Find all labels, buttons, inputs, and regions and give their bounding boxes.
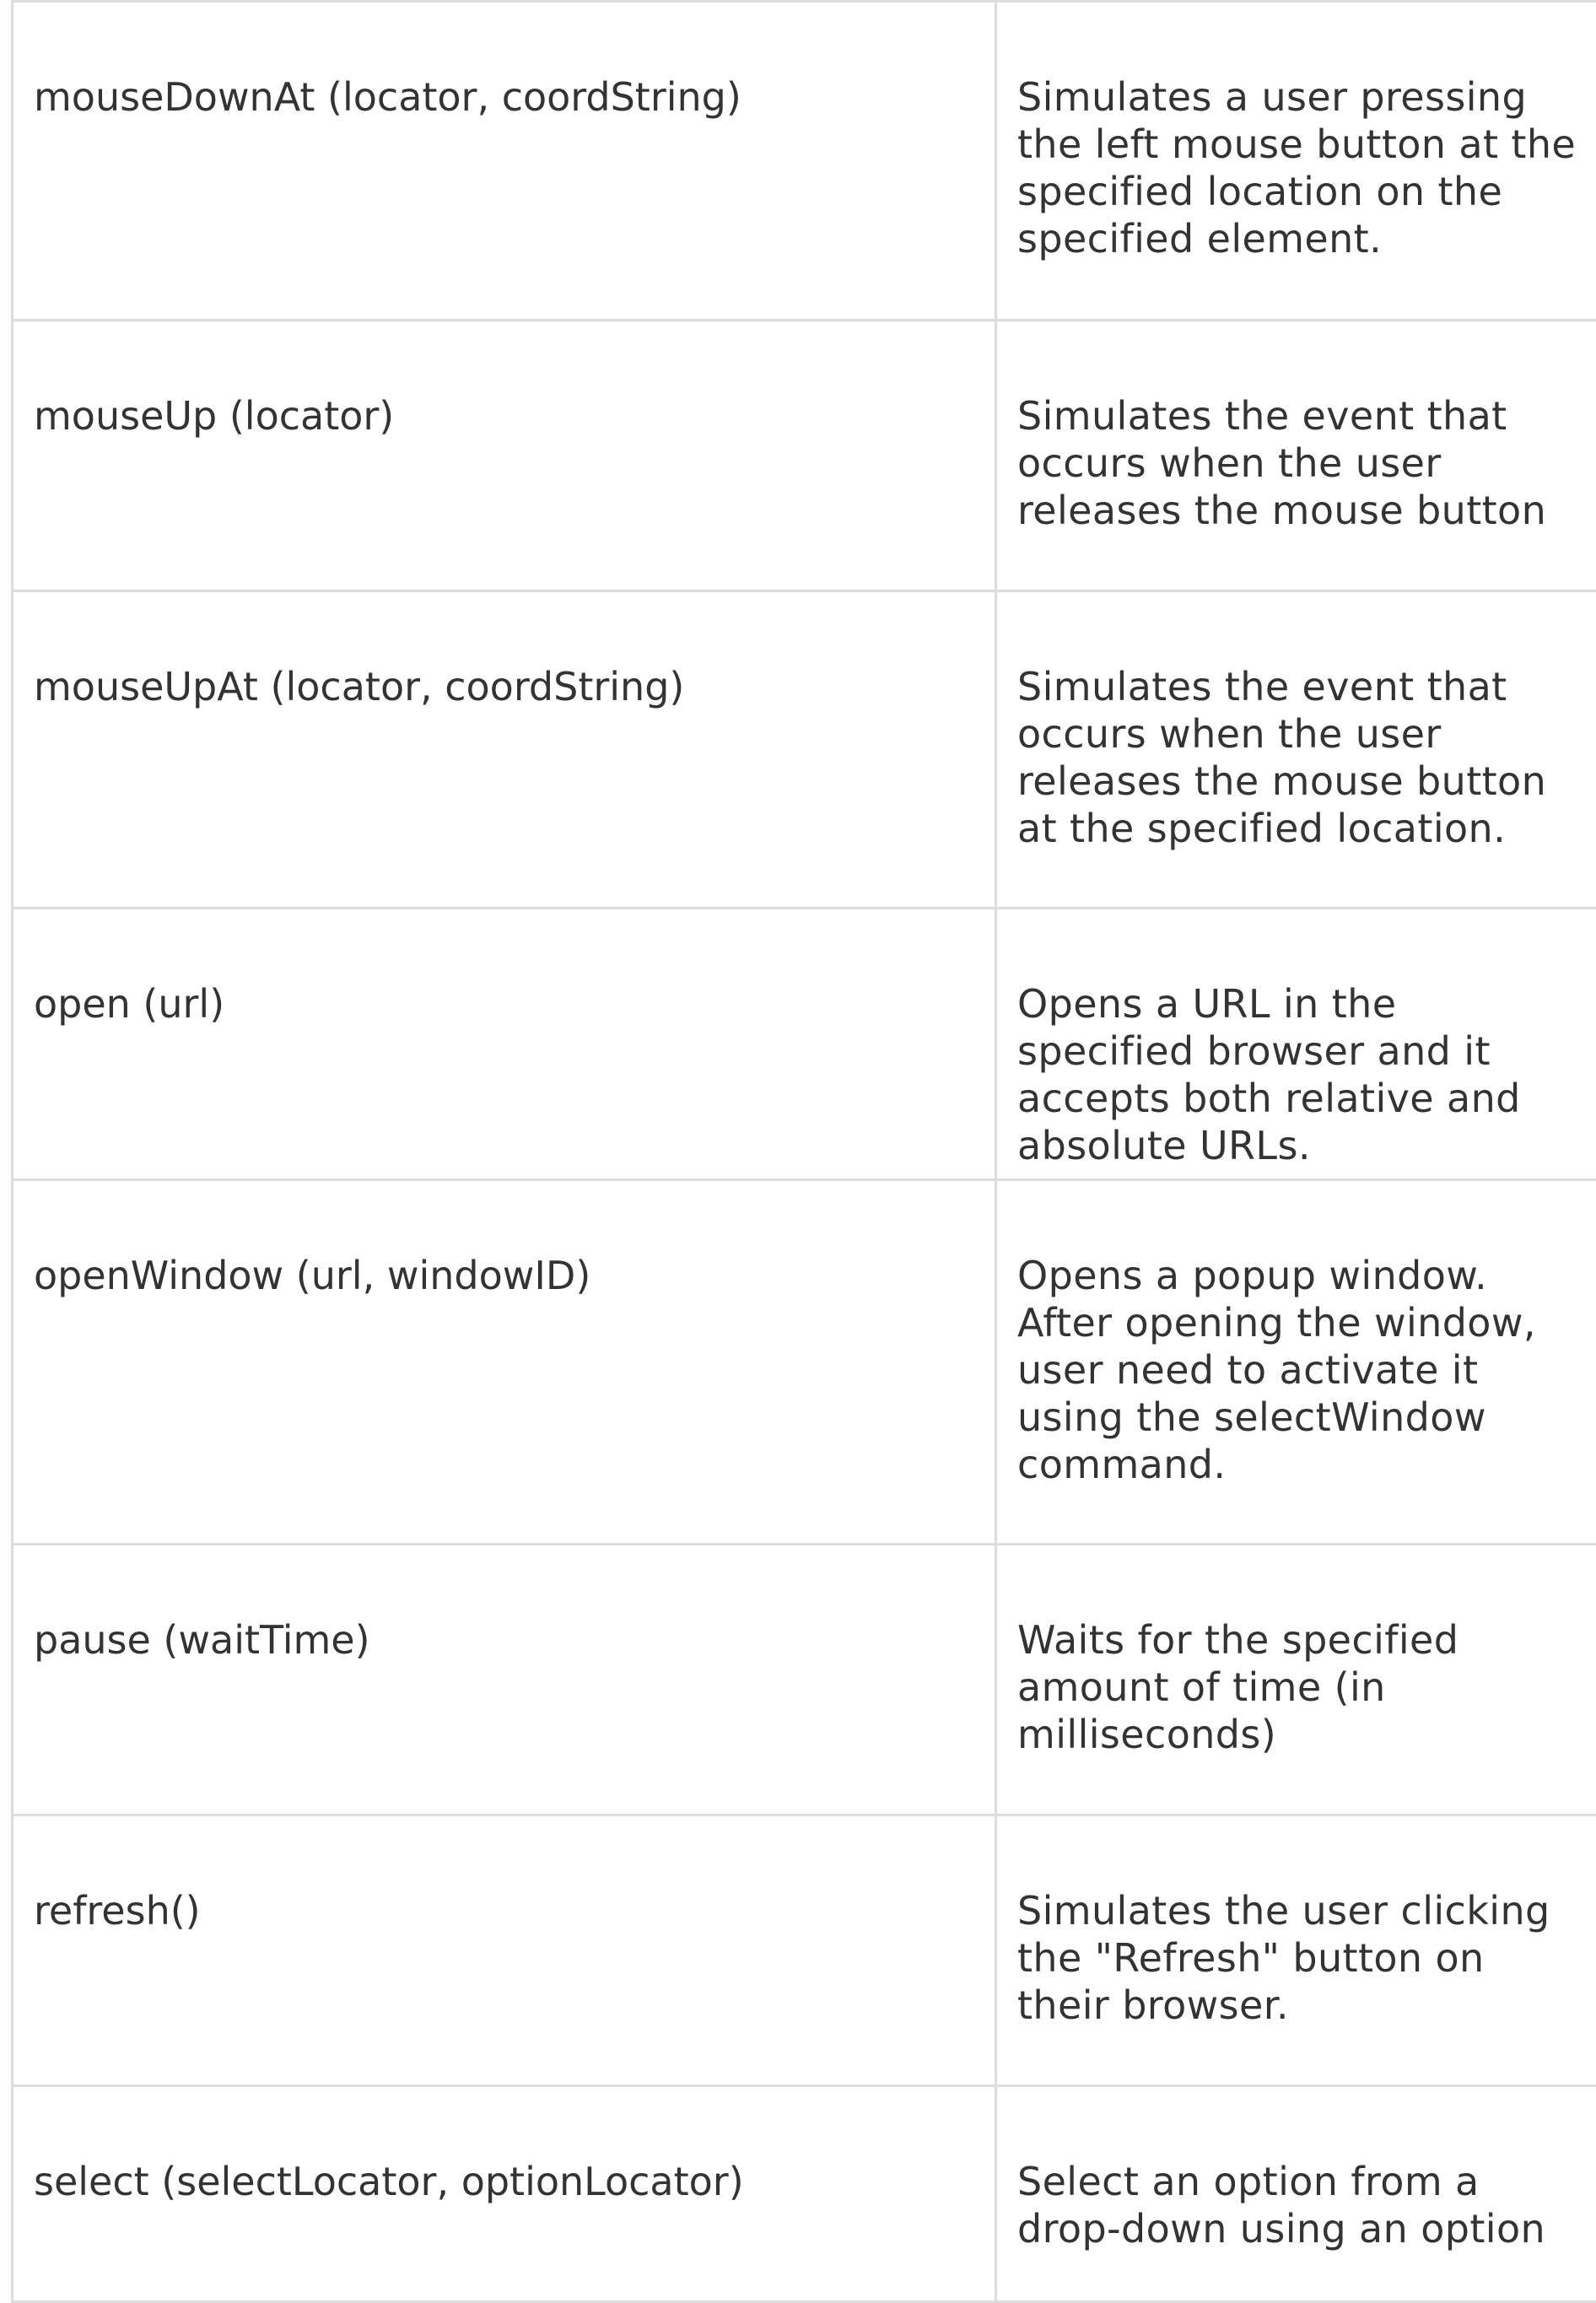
command-name: mouseUp (locator) [34,392,974,440]
command-cell [13,591,996,909]
table-row [13,591,1596,909]
command-name: refresh() [34,1887,974,1934]
command-name: open (url) [34,980,974,1027]
description-cell [996,1545,1596,1815]
command-description: Waits for the specified amount of time (in milliseconds) [1017,1616,1577,1758]
table-row [13,2,1596,321]
command-cell [13,321,996,591]
command-name: select (selectLocator, optionLocator) [34,2158,974,2205]
command-cell [13,909,996,1180]
table-row [13,909,1596,1180]
command-description: Simulates the user clicking the "Refresh" button on their browser. [1017,1887,1577,2029]
command-reference-table [11,0,1596,2303]
command-description: Simulates the event that occurs when the user releases the mouse button at the specified location. [1017,663,1577,852]
command-name: openWindow (url, windowID) [34,1252,974,1299]
command-name: mouseUpAt (locator, coordString) [34,663,974,710]
command-cell [13,1545,996,1815]
description-cell [996,1815,1596,2086]
command-description: Simulates a user pressing the left mouse button at the specified location on the specified element. [1017,73,1577,262]
description-cell [996,909,1596,1180]
command-description: Opens a URL in the specified browser and it accepts both relative and absolute URLs. [1017,980,1577,1169]
command-cell [13,1180,996,1545]
description-cell [996,2086,1596,2302]
command-description: Select an option from a drop-down using an option [1017,2158,1577,2252]
command-name: mouseDownAt (locator, coordString) [34,73,974,121]
command-cell [13,2,996,321]
table-row [13,1180,1596,1545]
command-cell [13,1815,996,2086]
description-cell [996,2,1596,321]
command-description: Simulates the event that occurs when the user releases the mouse button [1017,392,1577,534]
table-row [13,2086,1596,2302]
table-row [13,1815,1596,2086]
table-row [13,1545,1596,1815]
description-cell [996,1180,1596,1545]
command-description: Opens a popup window. After opening the window, user need to activate it using the selectWindow command. [1017,1252,1577,1488]
command-cell [13,2086,996,2302]
table-row [13,321,1596,591]
description-cell [996,321,1596,591]
description-cell [996,591,1596,909]
command-name: pause (waitTime) [34,1616,974,1664]
